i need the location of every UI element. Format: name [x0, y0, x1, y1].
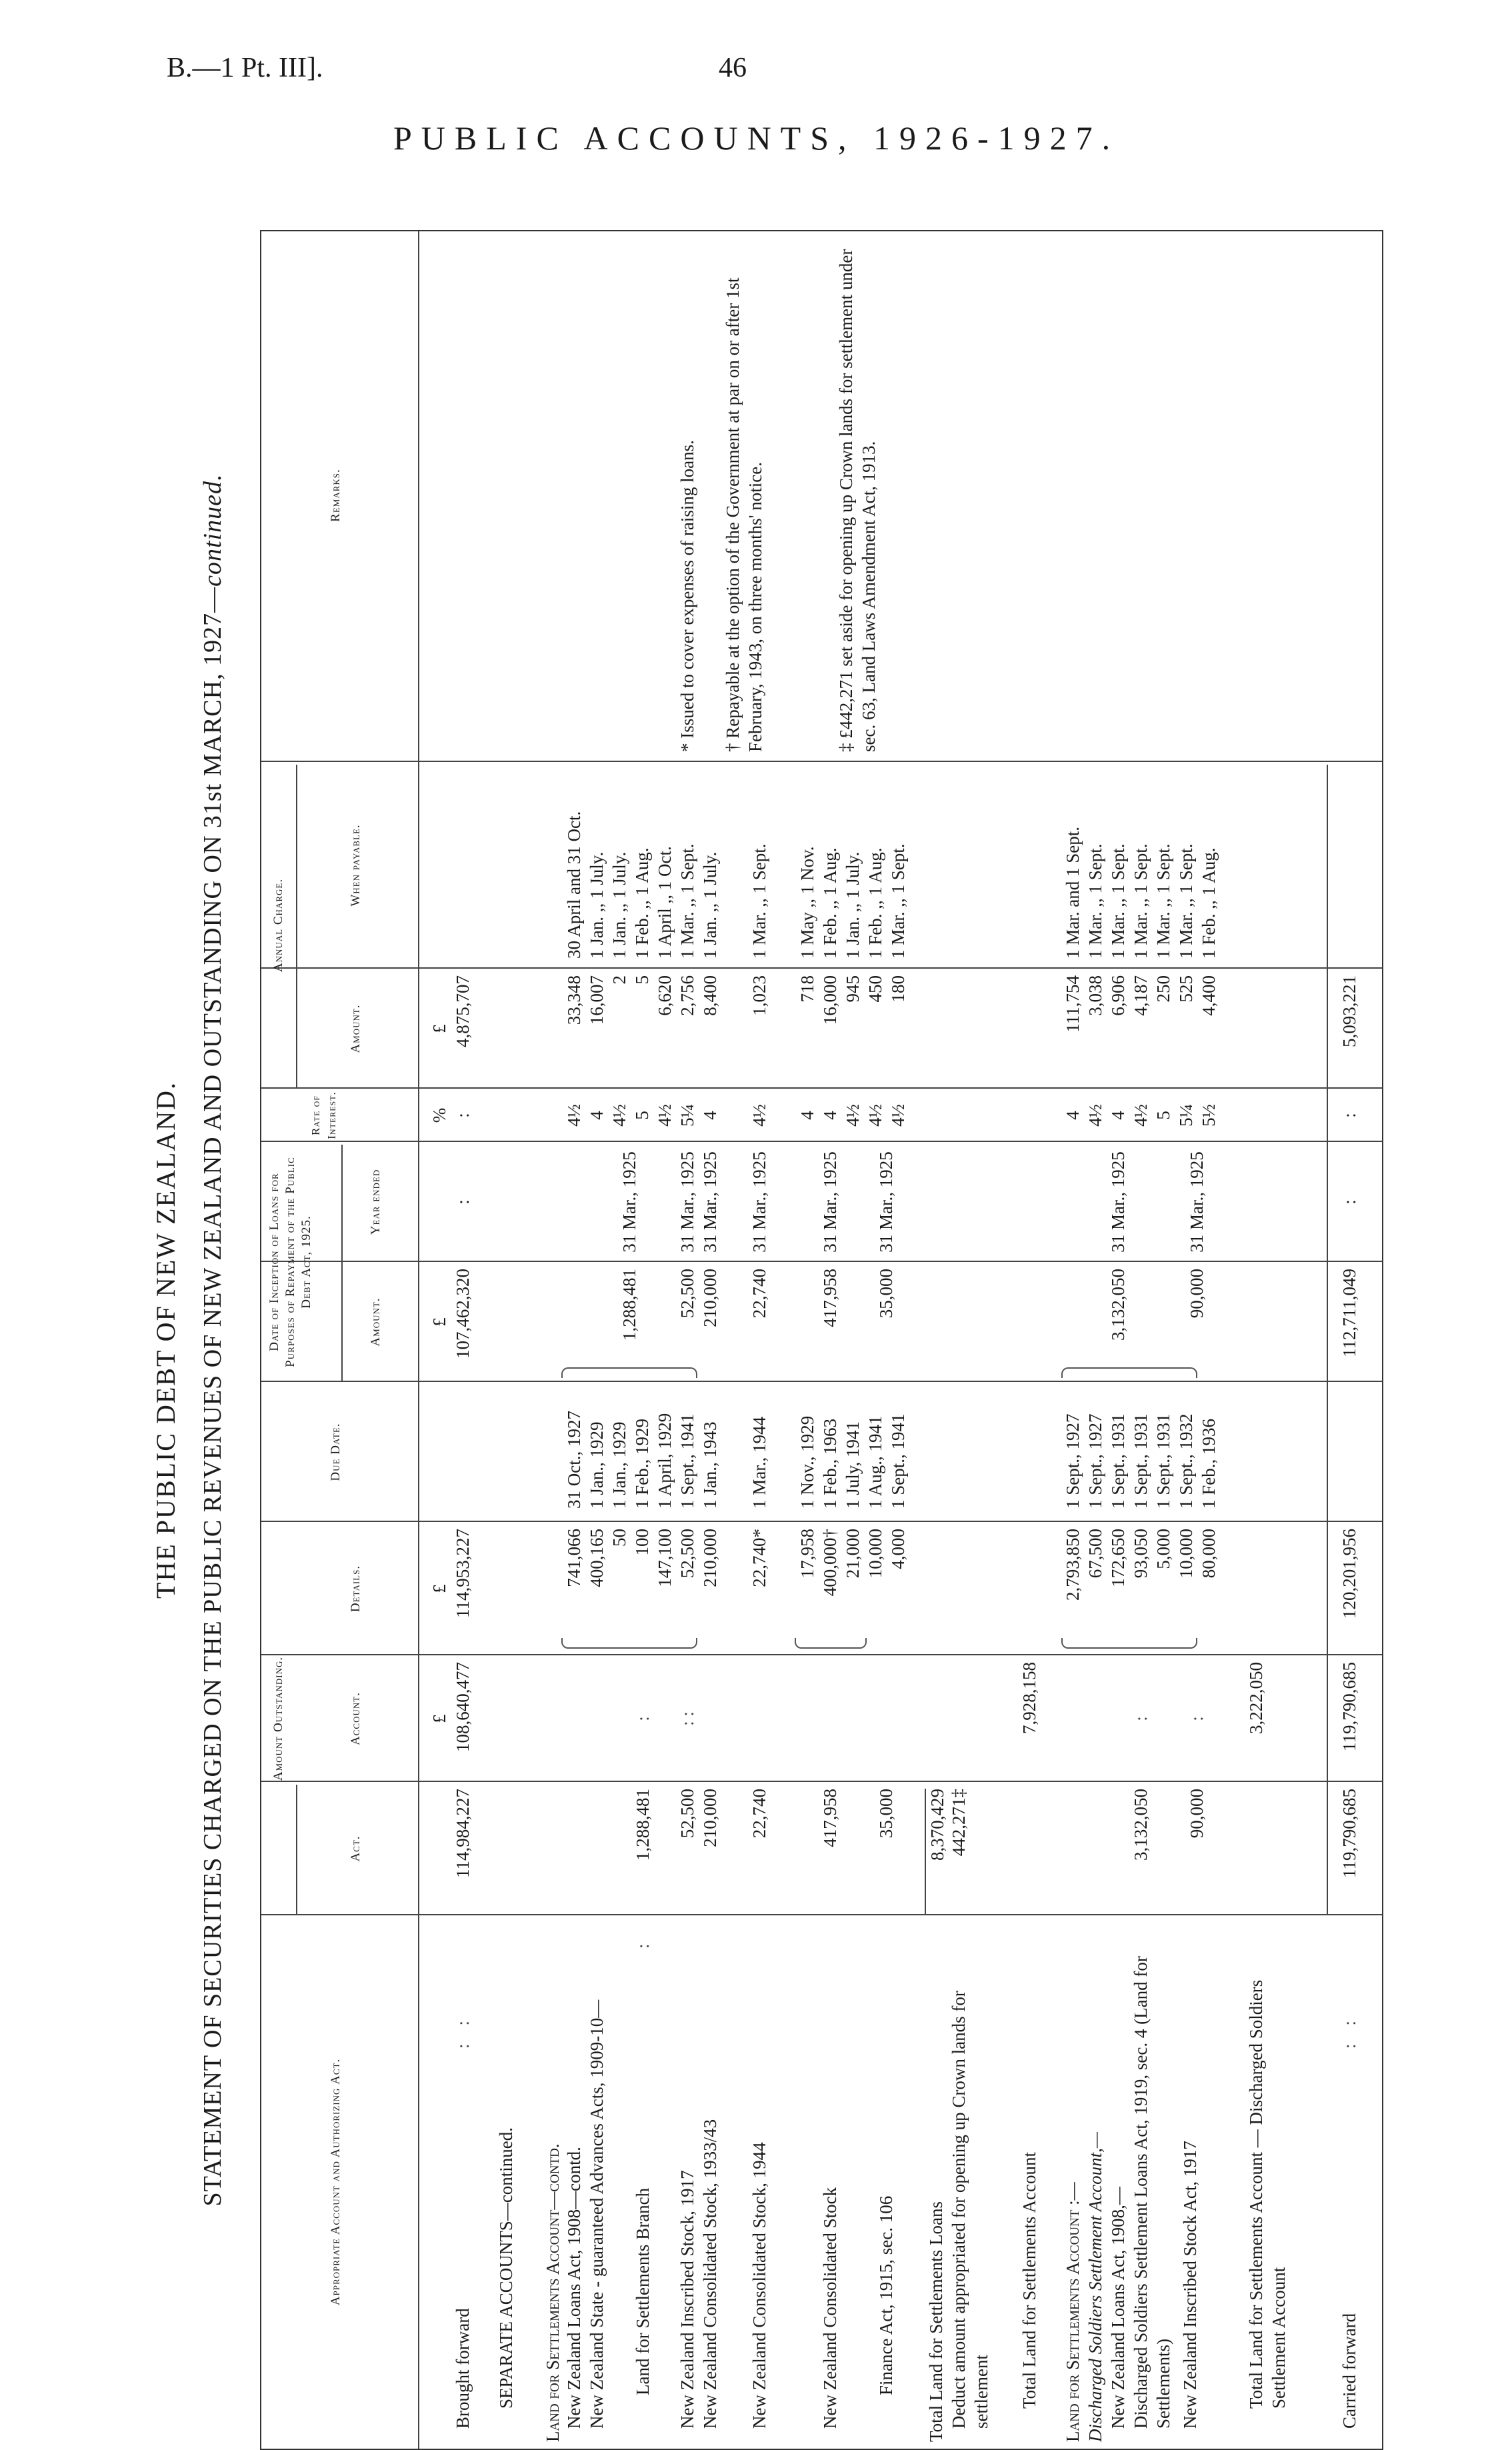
- lfs-branch-year: 31 Mar., 1925: [619, 1151, 639, 1253]
- dss-payable-1: 1 Mar. and 1 Sept.: [1063, 827, 1083, 959]
- lfs-branch-rate-3: 4½: [609, 1104, 629, 1127]
- lfs-branch-amount-2: 16,007: [587, 975, 607, 1025]
- total-lfs-loans-act: 8,370,429: [925, 1789, 949, 1915]
- dss-rate-5: 5: [1153, 1111, 1173, 1120]
- lfs-branch-incep: 1,288,481: [619, 1269, 639, 1341]
- remark-dagger: † Repayable at the option of the Government at par on or after 1st February, 1943, on three months' notice.: [723, 277, 765, 752]
- bf-year: :: [453, 1199, 473, 1205]
- nzcs-incep: 417,958: [820, 1269, 840, 1327]
- finance-rate-2: 4½: [888, 1104, 908, 1127]
- col-inception: Date of Inception of Loans for Purposes of Repayment of the Public Debt Act, 1925.: [267, 1157, 313, 1367]
- nzcs-payable-2: 1 Feb. ,, 1 Aug.: [820, 847, 840, 959]
- dss-amount-3: 6,906: [1108, 975, 1128, 1016]
- lfs-branch-rate-4: 5: [632, 1111, 652, 1120]
- unit-account: £: [429, 1714, 449, 1723]
- lfs-branch-payable-2: 1 Jan. ,, 1 July.: [587, 851, 607, 959]
- nzcs-rate-2: 4: [820, 1111, 840, 1120]
- subtitle-text: STATEMENT OF SECURITIES CHARGED ON THE PUBLIC REVENUES OF NEW ZEALAND AND OUTSTANDING ON 31st MARCH, 1927—: [199, 586, 227, 2207]
- page-title: PUBLIC ACCOUNTS, 1926-1927.: [393, 119, 1120, 157]
- total-lfs-loans-label: Total Land for Settlements Loans: [926, 2201, 946, 2442]
- lfs-contd: Land for Settlements Account—contd.: [543, 2143, 563, 2442]
- nzcs-detail-3: 21,000: [843, 1529, 863, 1579]
- deduct-act: 442,271‡: [949, 1789, 969, 1857]
- finance-act-act: 35,000: [876, 1789, 896, 1839]
- lfs-branch-rate-1: 4½: [564, 1104, 584, 1127]
- nzcs-amount-1: 718: [797, 975, 817, 1003]
- nzcs-1944-details: 22,740*: [749, 1529, 769, 1587]
- lfs-branch-amount-1: 33,348: [564, 975, 584, 1025]
- nzcs-1944-incep: 22,740: [749, 1269, 769, 1319]
- total-lfs-account-account: 7,928,158: [1019, 1662, 1039, 1734]
- dss-detail-1: 2,793,850: [1063, 1529, 1083, 1601]
- nzcs-1944-rate: 4½: [749, 1104, 769, 1127]
- total-dss-label: Total Land for Settlements Account — Discharged Soldiers Settlement Account: [1246, 1979, 1289, 2409]
- dss-sub: Discharged Soldiers Settlement Account,—: [1085, 2132, 1105, 2442]
- nzcs-1933-due: 1 Jan., 1943: [700, 1421, 720, 1509]
- dss-payable-4: 1 Mar. ,, 1 Sept.: [1131, 843, 1151, 959]
- nzcs-amount-3: 945: [843, 975, 863, 1003]
- nzcs-1933-incep: 210,000: [700, 1269, 720, 1327]
- nzcs-1933-amount: 8,400: [700, 975, 720, 1016]
- nzcs-payable-3: 1 Jan. ,, 1 July.: [843, 851, 863, 959]
- bf-amount: 4,875,707: [453, 975, 473, 1047]
- nzis-1917b-detail-1: 10,000: [1176, 1529, 1196, 1579]
- lfs-branch-rate-5: 4½: [655, 1104, 675, 1127]
- securities-table: Appropriate Account and Authorizing Act. Amount Outstanding. Act. Account. Details. Due Date. Date of Inception of Loans for Purposes of Repayment of the Public Debt Act, 1925. Amount. Year ended Rate of Interest. Annual Charge. Amount. When payable. Remarks. £ £ £ % £ Brought forward : : 114,984,227 108,640,477 114,953,227 107,462,320 : : 4,875,707 SEPARATE ACCOUNTS—continued. Land for Settlements Account—contd. New Zealand Loans Act, 1908—contd. New Zealand State - guaranteed Advances Acts, 1909-10— Land for Settlements Branch : 1,288,481 : 741,066 400,165 50 100 147,100 31 Oct., 1927 1 Jan., 1929 1 Jan., 1929 1 Feb., 1929 1 April, 1929 1,288,481 31 Mar., 1925 4½ 4 4½ 5 4½ 33,348 16,007 2 5 6,620 30 April and 31 Oct. 1 Jan. ,, 1 July. 1 Jan. ,, 1 July. 1 Feb. ,, 1 Aug. 1 April ,, 1 Oct. New Zealand Inscribed Stock, 1917 52,500 : : 52,500 1 Sept., 1941 52,500 31 Mar., 1925 5¼ 2,756 1 Mar. ,, 1 Sept. New Zealand Consolidated Stock, 1933/43 210,000 210,000 1 Jan., 1943 210,000 31 Mar., 1925 4 8,400 1 Jan. ,, 1 July. New Zealand Consolidated Stock, 1944 22,740 22,740* 1 Mar., 1944 22,740 31 Mar., 1925 4½ 1,023 1 Mar. ,, 1 Sept. New Zealand Consolidated Stock 417,958 17,958 400,000† 21,000 1 Nov., 1929 1 Feb., 1963 1 July, 1941 417,958 31 Mar., 1925 4 4 4½ 718 16,000 945 1 May ,, 1 Nov. 1 Feb. ,, 1 Aug. 1 Jan. ,, 1 July. Finance Act, 1915, sec. 106 35,000 10,000 4,000 1 Aug., 1941 1 Sept., 1941 35,000 31 Mar., 1925 4½ 4½ 450 180 1 Feb. ,, 1 Aug. 1 Mar. ,, 1 Sept. Total Land for Settlements Loans 8,370,429 Deduct amount appropriated for opening up Crown lands for settlement 442,271‡ Total Land for Settlements Account 7,928,158 Land for Settlements Account :— Discharged Soldiers Settlement Account,— New Zealand Loans Act, 1908,— Discharged Soldiers Settlement Loans Act, 1919, sec. 4 (Land for Settlements) 3,132,050 : 2,793,850 67,500 172,650 93,050 5,000 1 Sept., 1927 1 Sept., 1927 1 Sept., 1931 1 Sept., 1931 1 Sept., 1931 3,132,050 31 Mar., 1925 4 4½ 4 4½ 5 111,754 3,038 6,906 4,187 250 1 Mar. and 1 Sept. 1 Mar. ,, 1 Sept. 1 Mar. ,, 1 Sept. 1 Mar. ,, 1 Sept. 1 Mar. ,, 1 Sept. New Zealand Inscribed Stock Act, 1917 90,000 : 10,000 80,000 1 Sept., 1932 1 Feb., 1936 90,000 31 Mar., 1925 5¼ 5½ 525 4,400 1 Mar. ,, 1 Sept. 1 Feb. ,, 1 Aug. Total Land for Settlements Account — Discharged Soldiers Settlement Account 3,222,050 Carried forward : : 119,790,685 119,790,685 120,201,956 112,711,049 : : 5,093,221 * Issued to cover expenses of raising loans. † Repayable at the option of the Government at par on or after 1st February, 1943, on three months' notice. ‡ £442,271 set aside for opening up Crown lands for settlement under sec. 63, Land Laws Amendment Act, 1913.: [260, 230, 1383, 2450]
- col-rate: Rate of Interest.: [309, 1091, 338, 1139]
- separate-accounts: SEPARATE ACCOUNTS—continued.: [496, 2127, 516, 2409]
- subtitle-continued: continued.: [199, 473, 227, 587]
- nzis-1917b-payable-2: 1 Feb. ,, 1 Aug.: [1199, 847, 1219, 959]
- nzis-1917b-due-2: 1 Feb., 1936: [1199, 1419, 1219, 1509]
- dss-loans-label: Discharged Soldiers Settlement Loans Act, 1919, sec. 4 (Land for Settlements): [1131, 1956, 1173, 2429]
- unit-incep: £: [429, 1317, 449, 1327]
- dss-due-5: 1 Sept., 1931: [1153, 1413, 1173, 1509]
- dss-year: 31 Mar., 1925: [1108, 1151, 1128, 1253]
- col-ac-amount: Amount.: [349, 1004, 363, 1053]
- page-reference: B.—1 Pt. III].: [167, 53, 323, 83]
- dss-due-3: 1 Sept., 1931: [1108, 1413, 1128, 1509]
- dss-amount-4: 4,187: [1131, 975, 1151, 1016]
- cf-rate: :: [1339, 1113, 1359, 1118]
- lfs-branch-detail-5: 147,100: [655, 1529, 675, 1587]
- nzcs-1944-year: 31 Mar., 1925: [749, 1151, 769, 1253]
- nzla-1908: New Zealand Loans Act, 1908,—: [1108, 2187, 1128, 2429]
- lfs-branch-payable-5: 1 April ,, 1 Oct.: [655, 846, 675, 959]
- lfs-branch-label: Land for Settlements Branch: [633, 2187, 653, 2395]
- finance-detail-1: 10,000: [865, 1529, 885, 1579]
- finance-amount-1: 450: [865, 975, 885, 1003]
- lfs-branch-detail-3: 50: [609, 1529, 629, 1547]
- dss-due-2: 1 Sept., 1927: [1085, 1413, 1105, 1509]
- cf-account: 119,790,685: [1339, 1662, 1359, 1751]
- lfs-branch-act: 1,288,481: [633, 1789, 653, 1861]
- lfs-branch-payable-1: 30 April and 31 Oct.: [564, 811, 584, 959]
- bf-rate: :: [453, 1113, 473, 1118]
- nzcs-payable-1: 1 May ,, 1 Nov.: [797, 846, 817, 959]
- cf-incep: 112,711,049: [1339, 1269, 1359, 1357]
- finance-rate-1: 4½: [865, 1104, 885, 1127]
- nzis-1917b-due-1: 1 Sept., 1932: [1176, 1413, 1196, 1509]
- finance-detail-2: 4,000: [888, 1529, 908, 1569]
- lfs-branch-payable-3: 1 Jan. ,, 1 July.: [609, 851, 629, 959]
- lfs-branch-detail-2: 400,165: [587, 1529, 607, 1587]
- nzcs-1933-details: 210,000: [700, 1529, 720, 1587]
- lfs-branch-amount-4: 5: [632, 975, 652, 985]
- nzla-contd: New Zealand Loans Act, 1908—contd.: [564, 2147, 584, 2429]
- dss-detail-5: 5,000: [1153, 1529, 1173, 1569]
- nzis-1917b-amount-1: 525: [1176, 975, 1196, 1003]
- finance-due-1: 1 Aug., 1941: [865, 1415, 885, 1509]
- dss-incep: 3,132,050: [1108, 1269, 1128, 1341]
- unit-amount: £: [429, 1024, 449, 1033]
- dss-detail-4: 93,050: [1131, 1529, 1151, 1579]
- nzis-1917b-incep: 90,000: [1187, 1269, 1207, 1319]
- nzcs-rate-1: 4: [797, 1111, 817, 1120]
- nzis-1917-year: 31 Mar., 1925: [677, 1151, 697, 1253]
- unit-details: £: [429, 1584, 449, 1593]
- nzcs-1933-year: 31 Mar., 1925: [700, 1151, 720, 1253]
- dss-loans-act: 3,132,050: [1131, 1789, 1151, 1861]
- nzis-1917-rate: 5¼: [677, 1104, 697, 1127]
- nzis-1917b-amount-2: 4,400: [1199, 975, 1219, 1016]
- bf-account: 108,640,477: [453, 1662, 473, 1752]
- dss-rate-3: 4: [1108, 1111, 1128, 1120]
- remark-ddagger: ‡ £442,271 set aside for opening up Crown lands for settlement under sec. 63, Land Laws Amendment Act, 1913.: [836, 249, 879, 752]
- dss-head: Land for Settlements Account :—: [1063, 2182, 1083, 2442]
- dss-due-1: 1 Sept., 1927: [1063, 1413, 1083, 1509]
- nzcs-detail-1: 17,958: [797, 1529, 817, 1579]
- lfs-branch-amount-5: 6,620: [655, 975, 675, 1016]
- bf-details: 114,953,227: [453, 1529, 473, 1618]
- nzcs-due-3: 1 July, 1941: [843, 1421, 863, 1509]
- cf-details: 120,201,956: [1339, 1529, 1359, 1619]
- dss-amount-5: 250: [1153, 975, 1173, 1003]
- nzcs-1933-act: 210,000: [700, 1789, 720, 1847]
- nzcs-year: 31 Mar., 1925: [820, 1151, 840, 1253]
- dss-detail-3: 172,650: [1108, 1529, 1128, 1587]
- dss-rate-2: 4½: [1085, 1104, 1105, 1127]
- nzcs-1944-amount: 1,023: [749, 975, 769, 1016]
- brought-forward-label: Brought forward: [453, 2308, 473, 2429]
- col-appropriate: Appropriate Account and Authorizing Act.: [329, 2058, 343, 2306]
- dss-amount-1: 111,754: [1063, 975, 1083, 1033]
- nzcs-1944-act: 22,740: [749, 1789, 769, 1839]
- nzcs-1933-rate: 4: [700, 1111, 720, 1120]
- nzcs-due-2: 1 Feb., 1963: [820, 1419, 840, 1509]
- col-amount-outstanding: Amount Outstanding.: [271, 1656, 285, 1781]
- lfs-branch-due-4: 1 Feb., 1929: [632, 1419, 652, 1509]
- finance-due-2: 1 Sept., 1941: [888, 1413, 908, 1509]
- nzcs-act: 417,958: [820, 1789, 840, 1847]
- col-annual-charge: Annual Charge.: [271, 878, 285, 973]
- nzis-1917-payable: 1 Mar. ,, 1 Sept.: [677, 843, 697, 959]
- dss-detail-2: 67,500: [1085, 1529, 1105, 1579]
- nzcs-label: New Zealand Consolidated Stock: [820, 2187, 840, 2429]
- nzcs-amount-2: 16,000: [820, 975, 840, 1025]
- nzis-1917-incep: 52,500: [677, 1269, 697, 1319]
- nzcs-1933-label: New Zealand Consolidated Stock, 1933/43: [700, 2119, 720, 2429]
- nzis-1917-due: 1 Sept., 1941: [677, 1413, 697, 1509]
- table-subtitle: [197, 230, 229, 2450]
- cf-amount: 5,093,221: [1339, 975, 1359, 1047]
- nzis-1917b-rate-1: 5¼: [1176, 1104, 1196, 1127]
- nzis-1917b-act: 90,000: [1187, 1789, 1207, 1839]
- col-remarks: Remarks.: [329, 469, 343, 522]
- nzcs-1933-payable: 1 Jan. ,, 1 July.: [700, 851, 720, 959]
- col-details: Details.: [349, 1565, 363, 1613]
- bf-incep: 107,462,320: [453, 1269, 473, 1359]
- col-incep-amount: Amount.: [369, 1297, 383, 1347]
- col-year-ended: Year ended: [369, 1169, 383, 1235]
- finance-incep: 35,000: [876, 1269, 896, 1319]
- nzcs-1944-label: New Zealand Consolidated Stock, 1944: [749, 2142, 769, 2429]
- finance-amount-2: 180: [888, 975, 908, 1003]
- lfs-branch-due-3: 1 Jan., 1929: [609, 1421, 629, 1509]
- col-account: Account.: [349, 1692, 363, 1745]
- nzis-1917b-payable-1: 1 Mar. ,, 1 Sept.: [1176, 843, 1196, 959]
- col-act: Act.: [349, 1835, 363, 1862]
- dss-payable-5: 1 Mar. ,, 1 Sept.: [1153, 843, 1173, 959]
- nz-state-guaranteed: New Zealand State - guaranteed Advances Acts, 1909-10—: [587, 1999, 607, 2429]
- lfs-branch-amount-3: 2: [609, 975, 629, 985]
- nzcs-detail-2: 400,000†: [820, 1529, 840, 1597]
- finance-act-label: Finance Act, 1915, sec. 106: [876, 2195, 896, 2395]
- carried-forward-label: Carried forward: [1339, 2313, 1359, 2429]
- finance-payable-1: 1 Feb. ,, 1 Aug.: [865, 847, 885, 959]
- nzcs-1944-due: 1 Mar., 1944: [749, 1417, 769, 1509]
- lfs-branch-due-1: 31 Oct., 1927: [564, 1411, 584, 1509]
- nzcs-due-1: 1 Nov., 1929: [797, 1415, 817, 1509]
- dss-payable-2: 1 Mar. ,, 1 Sept.: [1085, 843, 1105, 959]
- dss-rate-4: 4½: [1131, 1104, 1151, 1127]
- nzis-1917-act: 52,500: [677, 1789, 697, 1839]
- nzis-1917b-label: New Zealand Inscribed Stock Act, 1917: [1180, 2141, 1200, 2429]
- lfs-branch-detail-4: 100: [632, 1529, 652, 1556]
- bf-act: 114,984,227: [453, 1789, 473, 1878]
- nzcs-rate-3: 4½: [843, 1104, 863, 1127]
- col-when-payable: When payable.: [349, 824, 363, 907]
- nzis-1917b-detail-2: 80,000: [1199, 1529, 1219, 1579]
- page-number: 46: [719, 53, 747, 83]
- cf-year: :: [1339, 1199, 1359, 1205]
- dss-due-4: 1 Sept., 1931: [1131, 1413, 1151, 1509]
- col-due-date: Due Date.: [329, 1423, 343, 1481]
- nzis-1917-amount: 2,756: [677, 975, 697, 1016]
- rotated-statement: [150, 230, 1383, 2450]
- lfs-branch-payable-4: 1 Feb. ,, 1 Aug.: [632, 847, 652, 959]
- dss-amount-2: 3,038: [1085, 975, 1105, 1016]
- lfs-branch-due-5: 1 April, 1929: [655, 1413, 675, 1509]
- nzis-1917-label: New Zealand Inscribed Stock, 1917: [677, 2170, 697, 2429]
- total-lfs-account-label: Total Land for Settlements Account: [1019, 2151, 1039, 2409]
- lfs-branch-rate-2: 4: [587, 1111, 607, 1120]
- remark-star: * Issued to cover expenses of raising loans.: [677, 440, 697, 752]
- nzis-1917b-year: 31 Mar., 1925: [1187, 1151, 1207, 1253]
- deduct-label: Deduct amount appropriated for opening up Crown lands for settlement: [949, 1991, 991, 2429]
- total-dss-account: 3,222,050: [1246, 1662, 1266, 1734]
- lfs-branch-detail-1: 741,066: [564, 1529, 584, 1587]
- dss-payable-3: 1 Mar. ,, 1 Sept.: [1108, 843, 1128, 959]
- nzis-1917-details: 52,500: [677, 1529, 697, 1579]
- finance-year: 31 Mar., 1925: [876, 1151, 896, 1253]
- table-title: THE PUBLIC DEBT OF NEW ZEALAND.: [151, 1081, 181, 1599]
- nzis-1917b-rate-2: 5½: [1199, 1104, 1219, 1127]
- cf-act: 119,790,685: [1339, 1789, 1359, 1878]
- finance-payable-2: 1 Mar. ,, 1 Sept.: [888, 843, 908, 959]
- unit-rate: %: [429, 1107, 449, 1123]
- nzcs-1944-payable: 1 Mar. ,, 1 Sept.: [749, 843, 769, 959]
- dss-rate-1: 4: [1063, 1111, 1083, 1120]
- lfs-branch-due-2: 1 Jan., 1929: [587, 1421, 607, 1509]
